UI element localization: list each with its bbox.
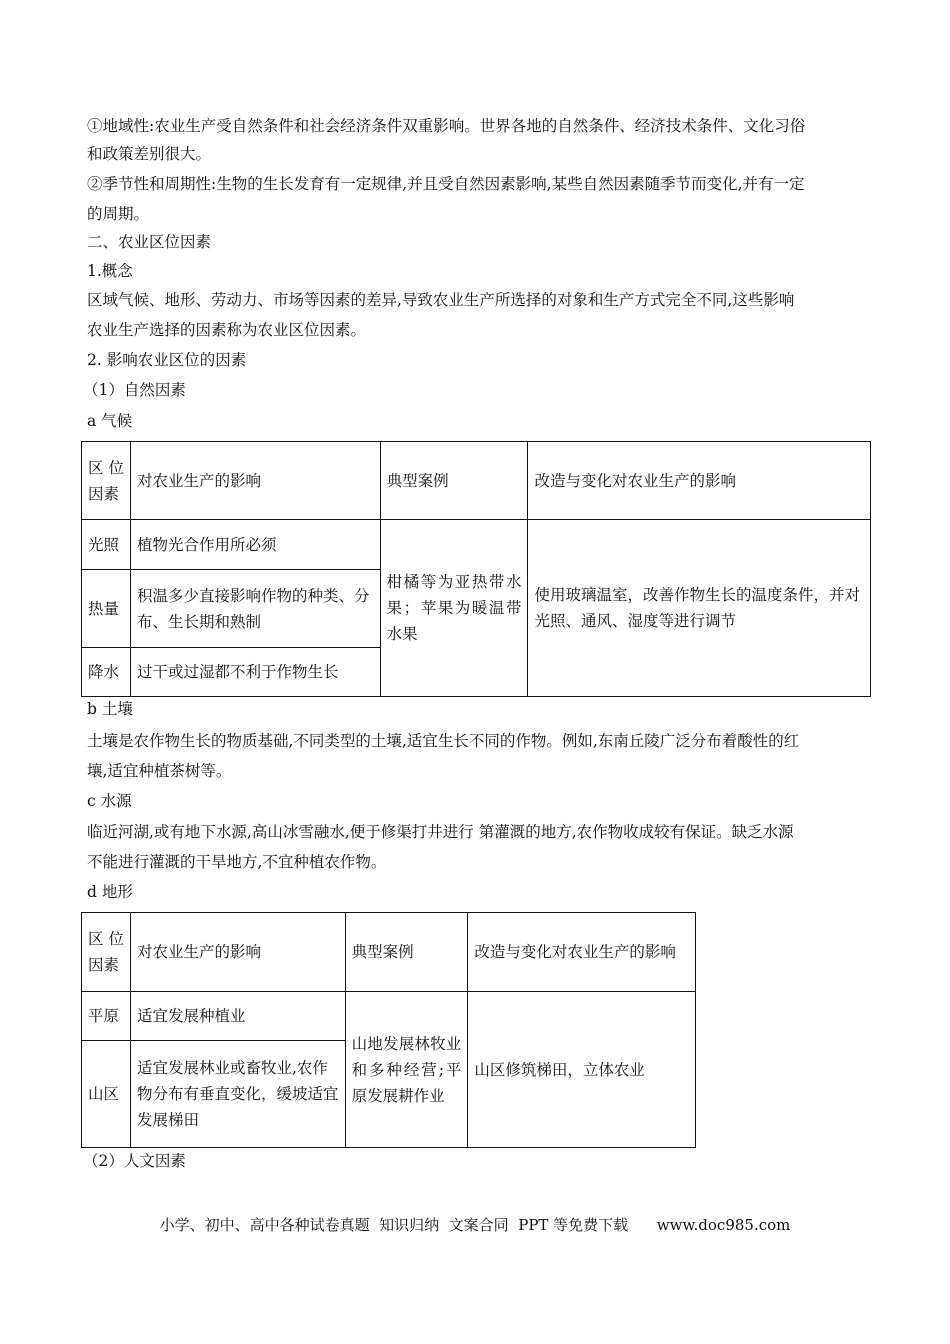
impact-cell: 适宜发展种植业 [130,992,345,1041]
impact-cell: 积温多少直接影响作物的种类、分布、生长期和熟制 [130,570,380,648]
subsection-heading: 2. 影响农业区位的因素 [87,351,247,369]
item-heading: c 水源 [87,792,132,810]
header-impact: 对农业生产的影响 [130,913,345,992]
header-factor: 区 位 因素 [82,442,131,520]
item-heading: b 土壤 [87,700,133,718]
impact-cell: 过干或过湿都不利于作物生长 [130,648,380,697]
paragraph-line: ②季节性和周期性:生物的生长发育有一定规律,并且受自然因素影响,某些自然因素随季节而变化,并有一定 [87,175,805,193]
case-cell: 柑橘等为亚热带水果；苹果为暖温带水果 [380,520,528,697]
factor-cell: 光照 [82,520,131,570]
page-footer: 小学、初中、高中各种试卷真题 知识归纳 文案合同 PPT 等免费下载 www.doc985.com [159,1216,791,1234]
impact-cell: 植物光合作用所必须 [130,520,380,570]
header-change: 改造与变化对农业生产的影响 [468,913,696,992]
subsection-heading: （2）人文因素 [83,1152,186,1170]
change-cell: 使用玻璃温室，改善作物生长的温度条件，并对光照、通风、湿度等进行调节 [528,520,871,697]
header-factor: 区 位 因素 [82,913,131,992]
item-heading: a 气候 [87,412,133,430]
item-heading: d 地形 [87,883,133,901]
header-case: 典型案例 [345,913,468,992]
factor-cell: 平原 [82,992,131,1041]
impact-cell: 适宜发展林业或畜牧业,农作物分布有垂直变化，缓坡适宜发展梯田 [130,1041,345,1148]
factor-cell: 热量 [82,570,131,648]
paragraph-line: 壤,适宜种植茶树等。 [87,762,232,780]
change-cell: 山区修筑梯田，立体农业 [468,992,696,1148]
header-change: 改造与变化对农业生产的影响 [528,442,871,520]
climate-table [81,441,871,697]
header-case: 典型案例 [380,442,528,520]
paragraph-line: 不能进行灌溉的干旱地方,不宜种植农作物。 [87,853,387,871]
case-cell: 山地发展林牧业和多种经营;平原发展耕作业 [345,992,468,1148]
factor-cell: 山区 [82,1041,131,1148]
paragraph-line: 和政策差别很大。 [87,145,212,163]
paragraph-line: 区域气候、地形、劳动力、市场等因素的差异,导致农业生产所选择的对象和生产方式完全不同,这些影响 [87,291,795,309]
paragraph-line: ①地域性:农业生产受自然条件和社会经济条件双重影响。世界各地的自然条件、经济技术条件、文化习俗 [87,117,806,135]
section-heading: 二、农业区位因素 [87,233,212,251]
subsection-heading: （1）自然因素 [83,381,186,399]
subsection-heading: 1.概念 [87,262,133,280]
factor-cell: 降水 [82,648,131,697]
paragraph-line: 土壤是农作物生长的物质基础,不同类型的土壤,适宜生长不同的作物。例如,东南丘陵广泛分布着酸性的红 [87,732,800,750]
paragraph-line: 的周期。 [87,205,150,223]
header-impact: 对农业生产的影响 [130,442,380,520]
terrain-table [81,912,696,1148]
paragraph-line: 农业生产选择的因素称为农业区位因素。 [87,321,367,339]
paragraph-line: 临近河湖,或有地下水源,高山冰雪融水,便于修渠打井进行 第灌溉的地方,农作物收成较有保证。缺乏水源 [87,823,794,841]
